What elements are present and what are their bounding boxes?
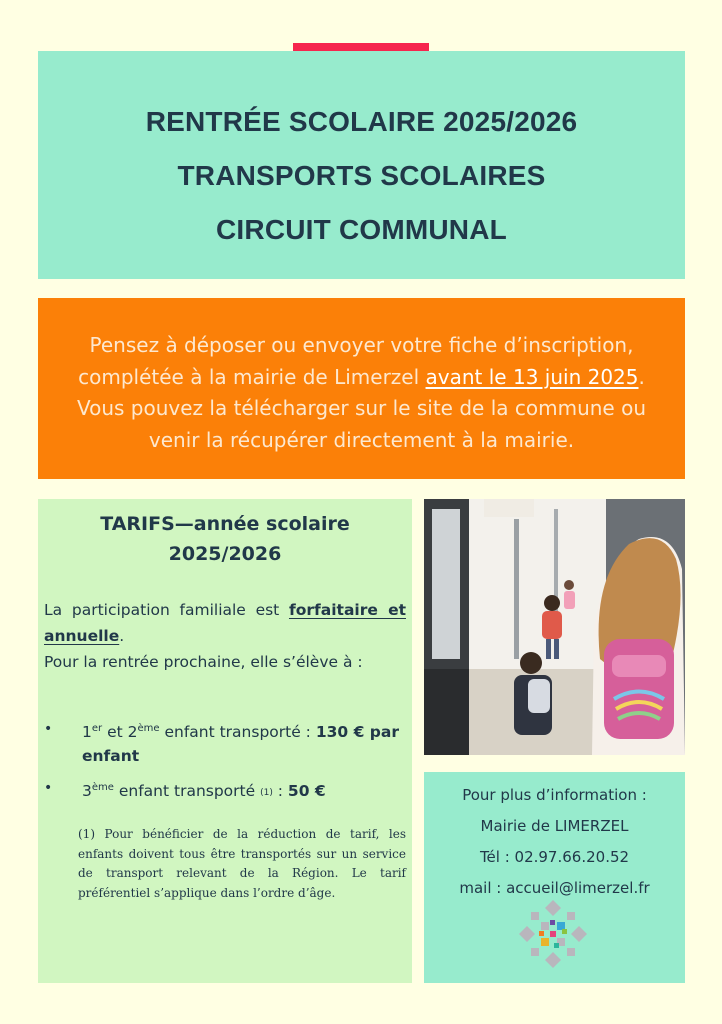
header-banner [38, 51, 685, 279]
tarifs-intro-2: Pour la rentrée prochaine, elle s’élève à : [44, 653, 363, 671]
title-line-2: TRANSPORTS SCOLAIRES [177, 160, 546, 191]
title-line-1: RENTRÉE SCOLAIRE 2025/2026 [145, 106, 578, 137]
contact-email[interactable]: mail : accueil@limerzel.fr [459, 879, 650, 897]
notice-deadline: avant le 13 juin 2025 [425, 364, 639, 389]
intro-text: La participation familiale est [44, 601, 289, 619]
footnote: (1) Pour bénéficier de la réduction de tarif, les enfants doivent tous être transportés sur un service de transport relevant de la Région. Le tarif préférentiel s’applique dans l’ordre d’âge. [78, 827, 406, 900]
contact-heading: Pour plus d’information : [462, 786, 647, 804]
notice-text-end: . Vous pouvez la télécharger sur le site de la commune ou venir la récupérer directement à la mairie. [76, 364, 646, 452]
notice-text-start: Pensez à déposer ou envoyer votre fiche d’inscription, complétée à la mairie de Limerzel [78, 333, 634, 389]
tarifs-title-line1: TARIFS—année scolaire [100, 513, 350, 535]
tarifs-title-line2: 2025/2026 [168, 543, 282, 565]
contact-mairie: Mairie de LIMERZEL [480, 817, 629, 835]
footnote-ref: (1) [260, 788, 273, 799]
intro-emphasis: forfaitaire et annuelle [44, 601, 406, 645]
registration-notice [38, 298, 685, 479]
school-bus-photo [424, 499, 685, 755]
tarifs-list [44, 717, 406, 805]
list-item: • 3ème enfant transporté (1) : 50 € [44, 776, 406, 805]
title-line-3: CIRCUIT COMMUNAL [216, 214, 507, 245]
limerzel-logo-icon [517, 898, 589, 970]
list-item: • 1er et 2ème enfant transporté : 130 € par enfant [44, 717, 406, 768]
bullet-dot: • [44, 780, 53, 797]
tarifs-intro [44, 597, 406, 649]
tarifs-panel [38, 499, 412, 983]
price: 50 € [287, 782, 326, 801]
contact-phone: Tél : 02.97.66.20.52 [479, 848, 630, 866]
price: 130 € par enfant [82, 723, 399, 766]
intro-end: . [119, 627, 125, 645]
tarifs-title [44, 509, 406, 569]
bullet-dot: • [44, 721, 53, 737]
